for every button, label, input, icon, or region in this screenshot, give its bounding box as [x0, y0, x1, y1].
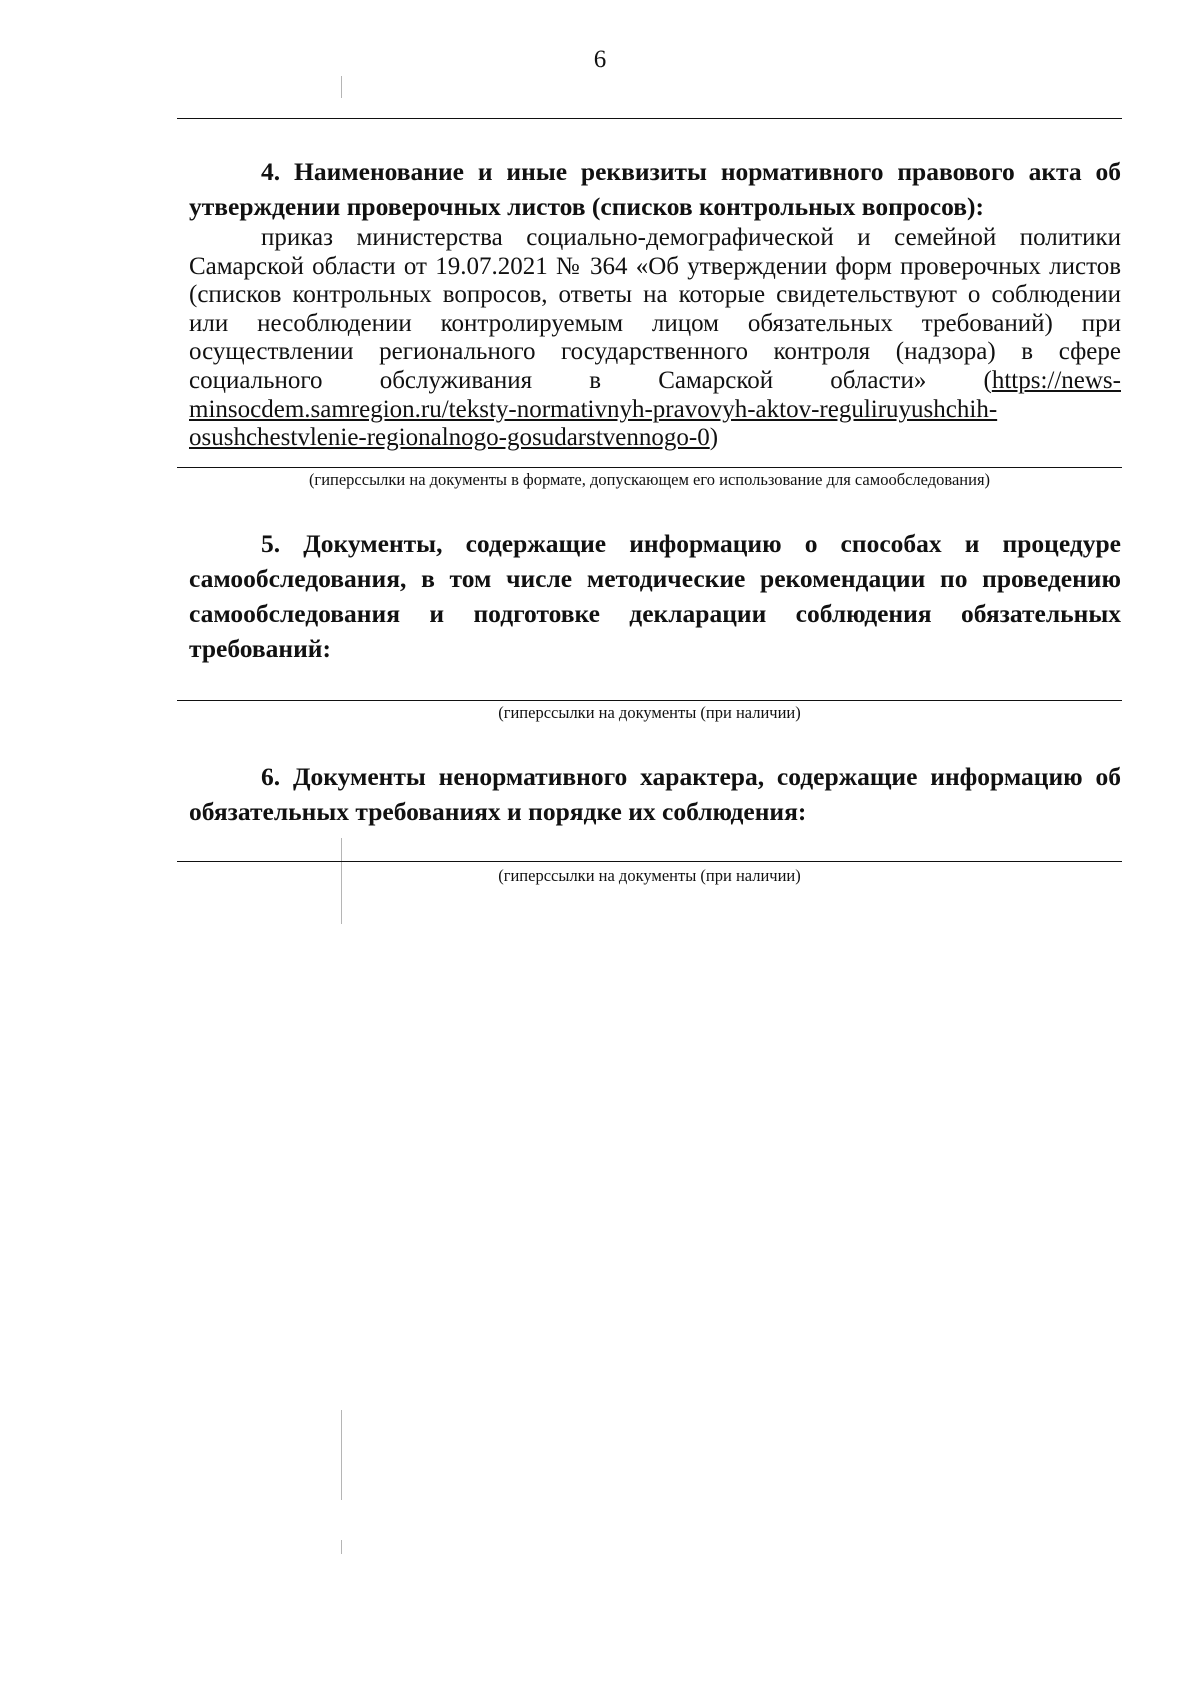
section-6-heading: 6. Документы ненормативного характера, содержащие информацию об обязательных требованиях и порядке их соблюдения: — [189, 762, 1121, 826]
margin-mark-bottom — [341, 1540, 342, 1554]
section-4-closing-paren: ) — [709, 424, 719, 452]
section-6-rule — [177, 861, 1122, 862]
margin-mark-lower — [341, 1410, 342, 1500]
section-4-body — [189, 224, 1121, 453]
section-5-caption: (гиперссылки на документы (при наличии) — [498, 703, 801, 722]
section-5-heading: 5. Документы, содержащие информацию о способах и процедуре самообследования, в том числе методические рекомендации по проведению самообследования и подготовке декларации соблюдения обязательных требований: — [189, 529, 1121, 663]
section-4-caption: (гиперссылки на документы в формате, допускающем его использование для самообследования) — [308, 470, 991, 489]
section-4-heading: 4. Наименование и иные реквизиты нормативного правового акта об утверждении проверочных листов (списков контрольных вопросов): — [189, 157, 1121, 221]
section-5-rule — [177, 700, 1122, 701]
header-rule — [177, 118, 1122, 119]
section-4-order-text: приказ министерства социально-демографической и семейной политики Самарской области от 19.07.2021 № 364 «Об утверждении форм проверочных листов (списков контрольных вопросов, ответы на которые свидетельствуют о соблюдении или несоблюдении контролируемым лицом обязательных требований) при осуществлении регионального государственного контроля (надзора) в сфере социального обслуживания в Самарской области» ( — [189, 224, 1121, 394]
section-4-document-link[interactable]: https://news-minsocdem.samregion.ru/teksty-normativnyh-pravovyh-aktov-reguliruyushchih-osushchestvlenie-regionalnogo-gosudarstvennogo-0 — [189, 366, 1121, 452]
section-4-rule — [177, 467, 1122, 468]
margin-mark-top — [341, 76, 342, 98]
section-6-caption: (гиперссылки на документы (при наличии) — [498, 866, 801, 885]
page-number: 6 — [593, 46, 607, 73]
